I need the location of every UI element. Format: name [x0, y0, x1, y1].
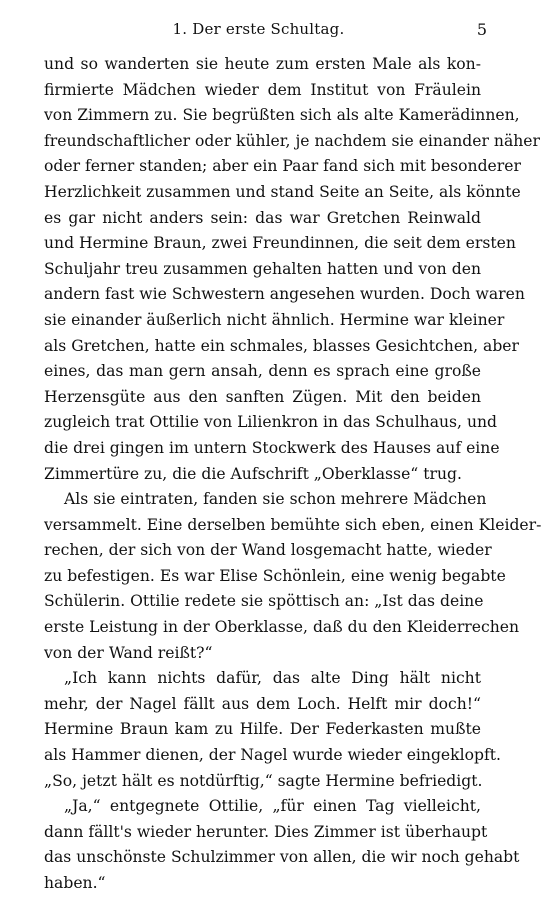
text-line: Herzensgüte aus den sanften Zügen. Mit den beiden: [44, 387, 481, 406]
text-line: Herzlichkeit zusammen und stand Seite an Seite, als könnte: [44, 182, 521, 201]
text-line: und so wanderten sie heute zum ersten Male als kon-: [44, 55, 481, 73]
text-line: dann fällt's wieder herunter. Dies Zimmer ist überhaupt: [44, 822, 488, 841]
body-text: [44, 52, 541, 897]
page-number: 5: [476, 20, 487, 39]
chapter-title: 1. Der erste Schultag.: [172, 20, 345, 38]
running-header: [0, 20, 517, 42]
text-line: freundschaftlicher oder kühler, je nachdem sie einander näher: [44, 131, 540, 150]
text-line: andern fast wie Schwestern angesehen wurden. Doch waren: [44, 285, 525, 304]
text-line: und Hermine Braun, zwei Freundinnen, die seit dem ersten: [44, 234, 516, 253]
text-line: als Hammer dienen, der Nagel wurde wieder eingeklopft.: [44, 746, 501, 765]
text-line: rechen, der sich von der Wand losgemacht hatte, wieder: [44, 541, 492, 560]
text-line: es gar nicht anders sein: das war Gretchen Reinwald: [44, 208, 481, 227]
text-line: „So, jetzt hält es notdürftig,“ sagte Hermine befriedigt.: [44, 771, 483, 790]
text-line: zugleich trat Ottilie von Lilienkron in das Schulhaus, und: [44, 413, 498, 432]
text-line: von Zimmern zu. Sie begrüßten sich als alte Kamerädinnen,: [44, 106, 520, 125]
text-line: eines, das man gern ansah, denn es sprach eine große: [44, 362, 481, 381]
text-line: sie einander äußerlich nicht ähnlich. Hermine war kleiner: [44, 310, 505, 329]
text-line: mehr, der Nagel fällt aus dem Loch. Helft mir doch!“: [44, 694, 481, 713]
text-line: firmierte Mädchen wieder dem Institut von Fräulein: [44, 80, 481, 99]
text-line: Hermine Braun kam zu Hilfe. Der Federkasten mußte: [44, 720, 481, 739]
text-line: „Ich kann nichts dafür, das alte Ding hält nicht: [64, 669, 481, 688]
text-line: die drei gingen im untern Stockwerk des Hauses auf eine: [44, 438, 500, 457]
text-line: Zimmertüre zu, die die Aufschrift „Oberklasse“ trug.: [44, 464, 462, 483]
text-line: haben.“: [44, 874, 106, 892]
text-line: Schuljahr treu zusammen gehalten hatten und von den: [44, 259, 481, 278]
text-line: von der Wand reißt?“: [44, 643, 213, 662]
text-line: als Gretchen, hatte ein schmales, blasses Gesichtchen, aber: [44, 336, 519, 355]
text-line: „Ja,“ entgegnete Ottilie, „für einen Tag vielleicht,: [64, 797, 481, 816]
text-line: Schülerin. Ottilie redete sie spöttisch an: „Ist das deine: [44, 592, 484, 611]
text-line: Als sie eintraten, fanden sie schon mehrere Mädchen: [64, 490, 487, 509]
text-line: zu befestigen. Es war Elise Schönlein, eine wenig begabte: [44, 566, 506, 585]
text-line: erste Leistung in der Oberklasse, daß du den Kleiderrechen: [44, 618, 520, 637]
text-line: oder ferner standen; aber ein Paar fand sich mit besonderer: [44, 157, 521, 176]
text-line: das unschönste Schulzimmer von allen, die wir noch gehabt: [44, 848, 520, 867]
text-line: versammelt. Eine derselben bemühte sich eben, einen Kleider-: [44, 515, 541, 534]
